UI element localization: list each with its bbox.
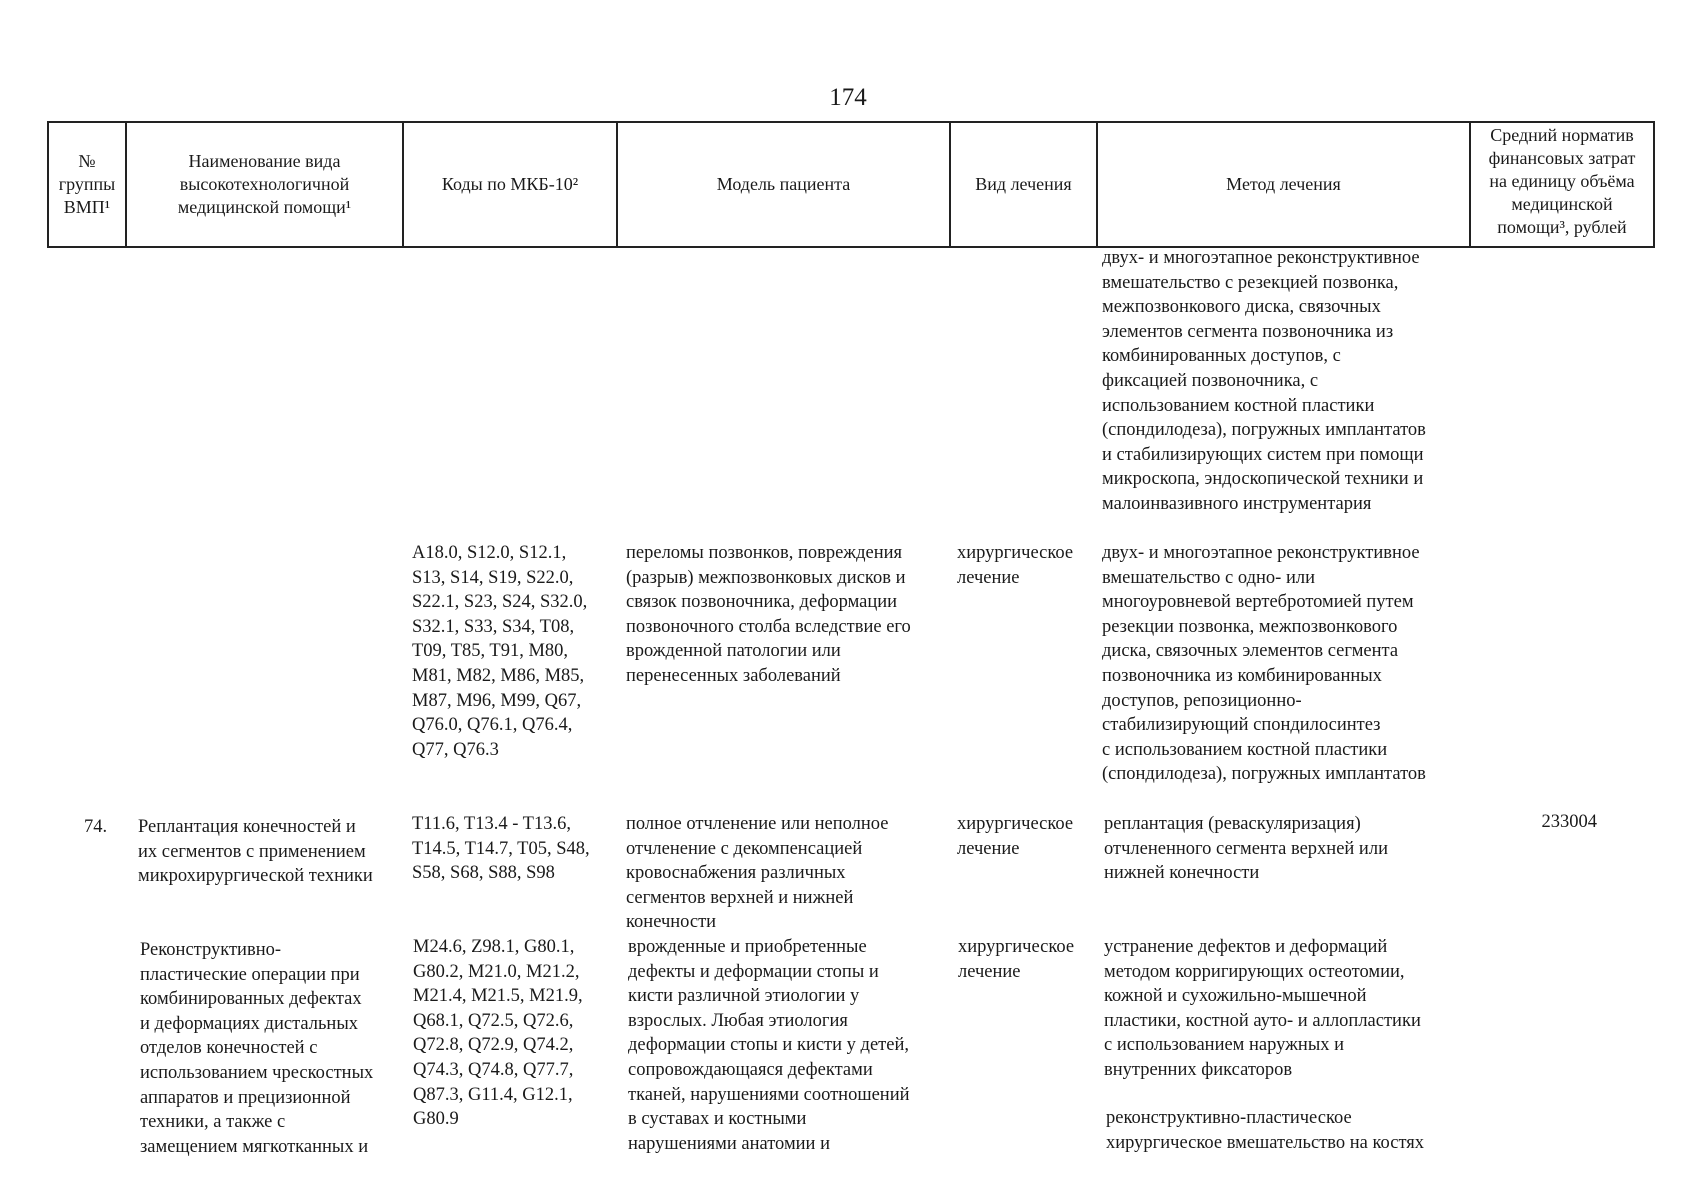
care-type-name-cell: Реконструктивно- пластические операции при комбинированных дефектах и деформациях дистальных отделов конечностей с использованием чрескостных аппаратов и прецизионной техники, а также с замещением мягкотканных и bbox=[140, 940, 374, 1157]
patient-model-cell: полное отчленение или неполное отчленение с декомпенсацией кровоснабжения различных сегментов верхней и нижней конечности bbox=[626, 814, 889, 933]
header-treatment-type: Вид лечения bbox=[950, 122, 1097, 247]
header-group-number: № группы ВМП¹ bbox=[48, 122, 126, 247]
method-cell: двух- и многоэтапное реконструктивное вмешательство с одно- или многоуровневой вертебротомией путем резекции позвонка, межпозвонкового диска, связочных элементов сегмента позвоночника из комбинированных доступов, репозиционно- стабилизирующий спондилосинтез с использованием костной пластики (спондилодеза), погружных имплантатов bbox=[1102, 543, 1426, 785]
method-cell-continued: реконструктивно-пластическое хирургическое вмешательство на костях bbox=[1106, 1108, 1425, 1153]
header-care-type-name: Наименование вида высокотехнологичной медицинской помощи¹ bbox=[126, 122, 403, 247]
method-cell: устранение дефектов и деформаций методом корригирующих остеотомии, кожной и сухожильно-мышечной пластики, костной ауто- и аллопластики с использованием наружных и внутренних фиксаторов bbox=[1104, 937, 1421, 1080]
method-cell: реплантация (реваскуляризация) отчлененного сегмента верхней или нижней конечности bbox=[1104, 814, 1388, 884]
group-number-cell: 74. bbox=[84, 817, 108, 837]
header-patient-model: Модель пациента bbox=[617, 122, 950, 247]
header-average-cost: Средний норматив финансовых затрат на единицу объёма медицинской помощи³, рублей bbox=[1470, 122, 1654, 247]
table-header bbox=[47, 121, 1655, 248]
average-cost-cell: 233004 bbox=[1541, 812, 1597, 832]
icd-codes-cell: T11.6, T13.4 - T13.6, T14.5, T14.7, T05, S48, S58, S68, S88, S98 bbox=[412, 814, 590, 884]
treatment-type-cell: хирургическое лечение bbox=[958, 937, 1075, 982]
patient-model-cell: врожденные и приобретенные дефекты и деформации стопы и кисти различной этиологии у взрослых. Любая этиология деформации стопы и кисти у детей, сопровождающаяся дефектами тканей, нарушениями соотношений в суставах и костными нарушениями анатомии и bbox=[628, 937, 910, 1154]
header-icd-codes: Коды по МКБ-10² bbox=[403, 122, 617, 247]
header-treatment-method: Метод лечения bbox=[1097, 122, 1470, 247]
method-cell: двух- и многоэтапное реконструктивное вмешательство с резекцией позвонка, межпозвонкового диска, связочных элементов сегмента позвоночника из комбинированных доступов, с фиксацией позвоночника, с использованием костной пластики (спондилодеза), погружных имплантатов и стабилизирующих систем при помощи микроскопа, эндоскопической техники и малоинвазивного инструментария bbox=[1102, 248, 1426, 514]
treatment-type-cell: хирургическое лечение bbox=[957, 814, 1074, 859]
care-type-name-cell: Реплантация конечностей и их сегментов с применением микрохирургической техники bbox=[138, 817, 373, 887]
page-number: 174 bbox=[829, 84, 867, 111]
patient-model-cell: переломы позвонков, повреждения (разрыв) межпозвонковых дисков и связок позвоночника, деформации позвоночного столба вследствие его врожденной патологии или перенесенных заболеваний bbox=[626, 543, 911, 686]
treatment-type-cell: хирургическое лечение bbox=[957, 543, 1074, 588]
icd-codes-cell: M24.6, Z98.1, G80.1, G80.2, M21.0, M21.2, M21.4, M21.5, M21.9, Q68.1, Q72.5, Q72.6, Q72.8, Q72.9, Q74.2, Q74.3, Q74.8, Q77.7, Q87.3, G11.4, G12.1, G80.9 bbox=[413, 937, 583, 1130]
icd-codes-cell: A18.0, S12.0, S12.1, S13, S14, S19, S22.0, S22.1, S23, S24, S32.0, S32.1, S33, S34, T08, T09, T85, T91, M80, M81, M82, M86, M85, M87, M96, M99, Q67, Q76.0, Q76.1, Q76.4, Q77, Q76.3 bbox=[412, 543, 588, 760]
